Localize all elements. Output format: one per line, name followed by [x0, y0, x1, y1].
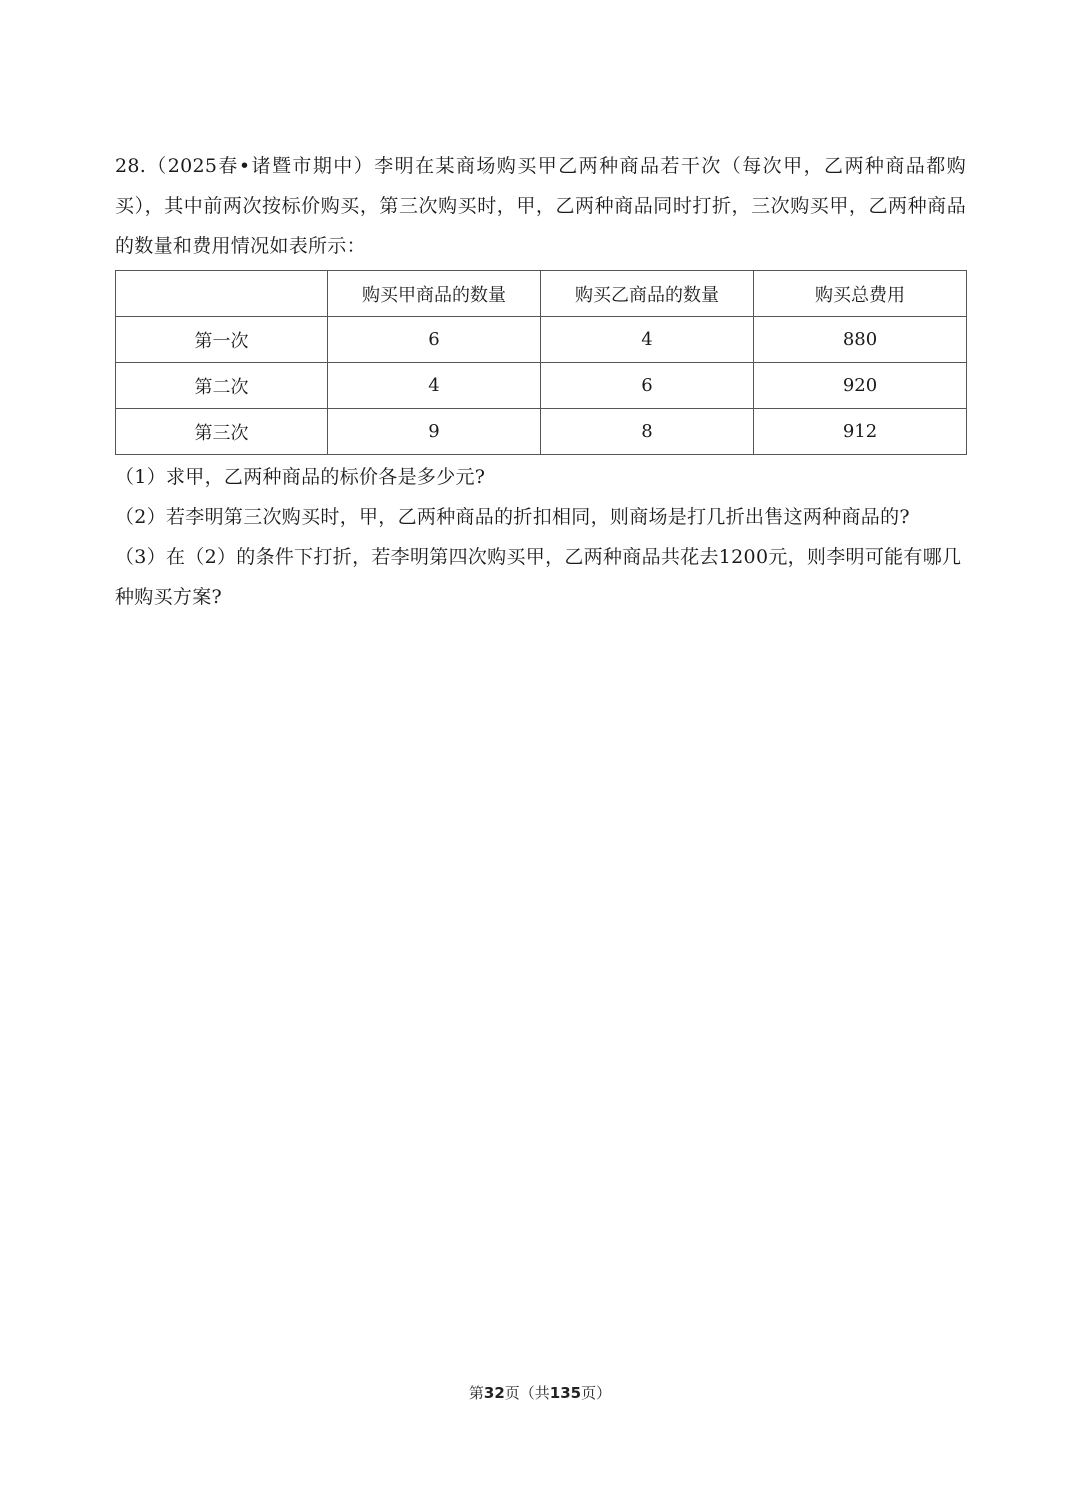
table-cell: 6	[328, 317, 541, 363]
current-page-number: 32	[483, 1384, 505, 1402]
page-footer	[0, 1382, 1080, 1403]
table-header-row	[116, 271, 967, 317]
table-row	[116, 363, 967, 409]
sub-question-3: （3）在（2）的条件下打折，若李明第四次购买甲，乙两种商品共花去1200元，则李明可能有哪几种购买方案?	[115, 546, 962, 608]
question-stem: 28.（2025春•诸暨市期中）李明在某商场购买甲乙两种商品若干次（每次甲，乙两种商品都购买），其中前两次按标价购买，第三次购买时，甲，乙两种商品同时打折，三次购买甲，乙两种商品的数量和费用情况如表所示：	[115, 155, 966, 257]
table-cell: 4	[328, 363, 541, 409]
question-block	[115, 146, 966, 617]
table-cell: 6	[541, 363, 754, 409]
table-cell: 第二次	[116, 363, 328, 409]
table-header-cell	[116, 271, 328, 317]
footer-prefix: 第	[468, 1384, 484, 1402]
sub-question-2: （2）若李明第三次购买时，甲，乙两种商品的折扣相同，则商场是打几折出售这两种商品的?	[115, 506, 910, 528]
table-cell: 880	[754, 317, 967, 363]
table-header-cell: 购买乙商品的数量	[541, 271, 754, 317]
table-cell: 第一次	[116, 317, 328, 363]
table-row	[116, 409, 967, 455]
total-page-number: 135	[549, 1384, 582, 1402]
table-header-cell: 购买甲商品的数量	[328, 271, 541, 317]
table-cell: 9	[328, 409, 541, 455]
table-cell: 8	[541, 409, 754, 455]
footer-suffix: 页）	[581, 1384, 612, 1402]
sub-question-list	[115, 457, 966, 617]
table-cell: 912	[754, 409, 967, 455]
sub-question-1: （1）求甲，乙两种商品的标价各是多少元?	[115, 466, 486, 488]
table-row	[116, 317, 967, 363]
footer-mid: 页（共	[504, 1384, 550, 1402]
table-cell: 第三次	[116, 409, 328, 455]
table-cell: 4	[541, 317, 754, 363]
table-header-cell: 购买总费用	[754, 271, 967, 317]
data-table	[115, 270, 967, 455]
table-cell: 920	[754, 363, 967, 409]
